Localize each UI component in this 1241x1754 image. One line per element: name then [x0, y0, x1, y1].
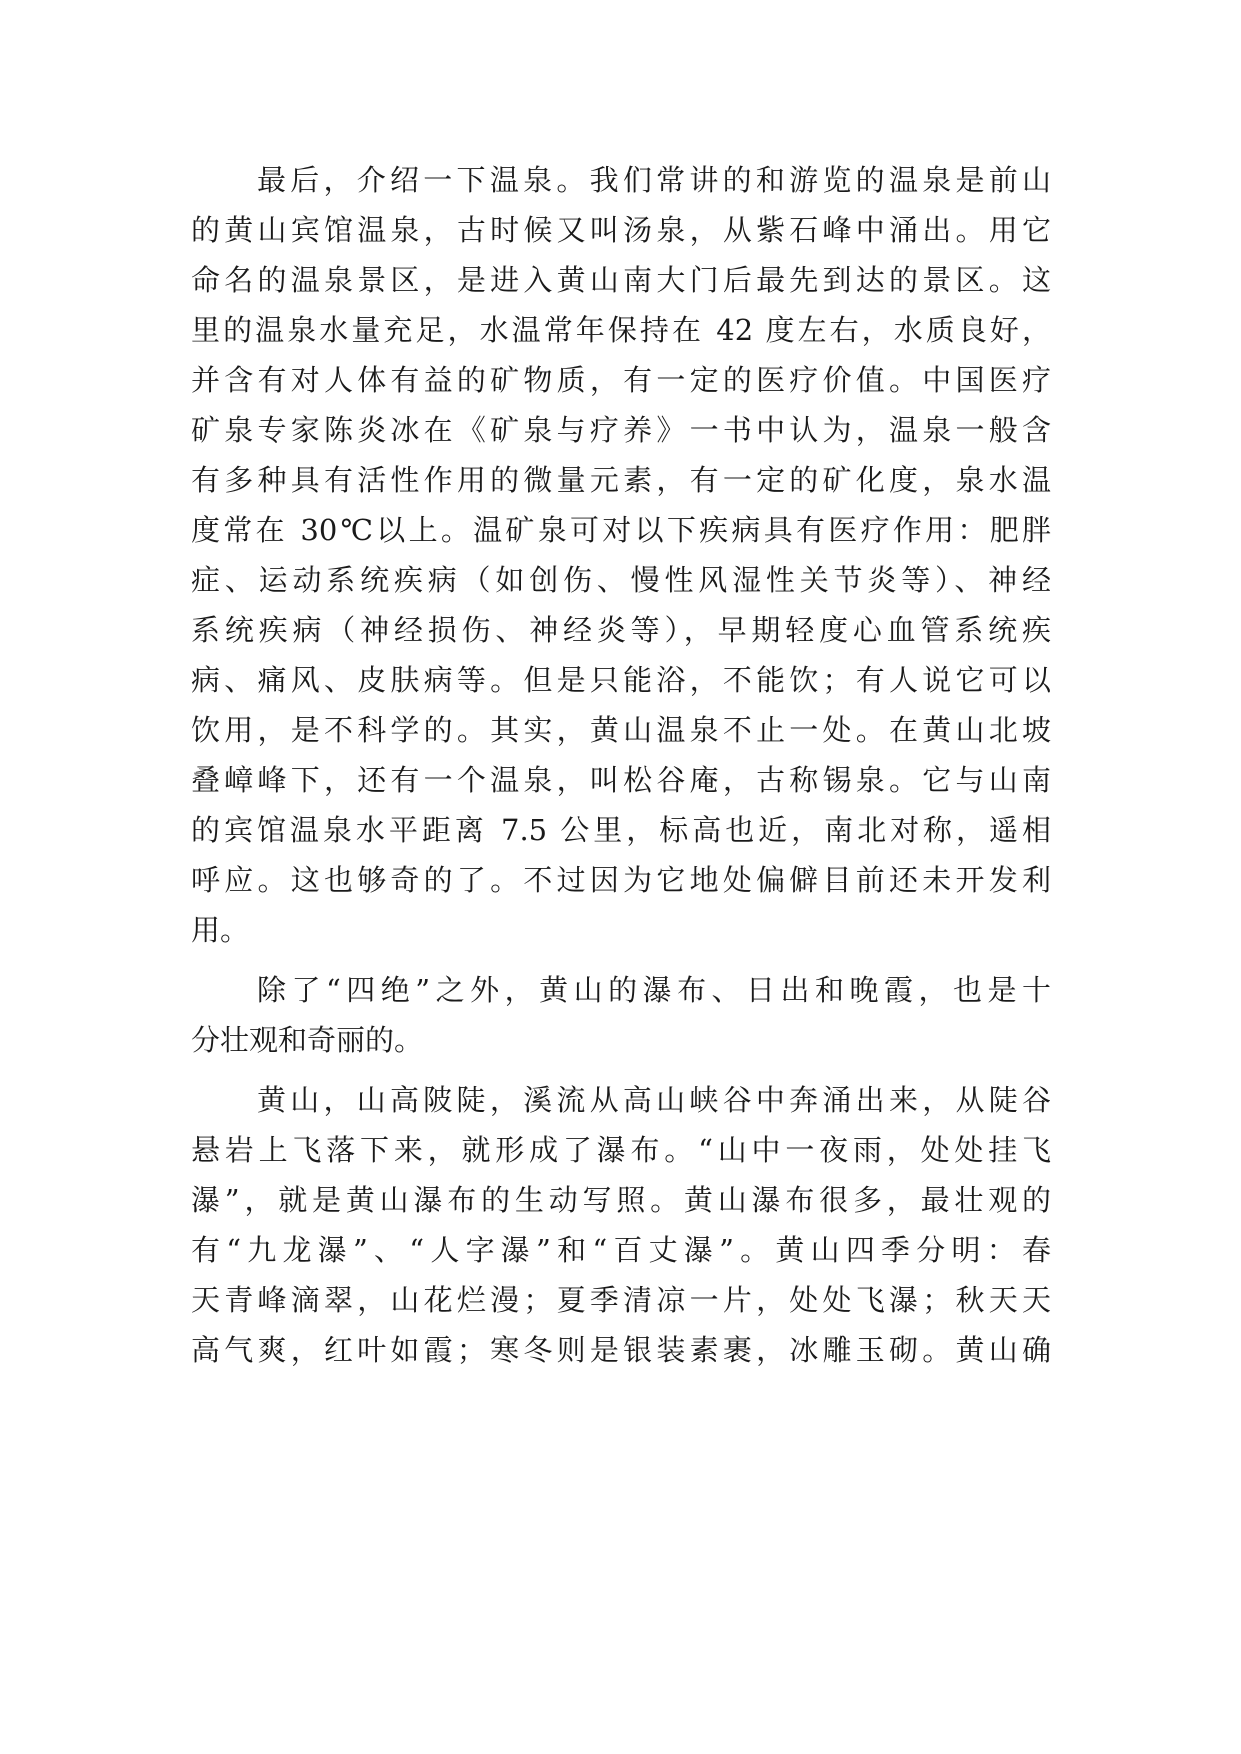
- text-line: 呼应。这也够奇的了。不过因为它地处偏僻目前还未开发利: [191, 863, 1051, 897]
- text-line: 用。: [191, 913, 250, 947]
- paragraph-gap: [191, 1065, 1051, 1075]
- document-body: [191, 155, 1051, 1375]
- text-line: 里的温泉水量充足，水温常年保持在 42 度左右，水质良好，: [191, 313, 1051, 347]
- text-line: 高气爽，红叶如霞；寒冬则是银装素裹，冰雕玉砌。黄山确: [191, 1333, 1051, 1367]
- text-line: 黄山，山高陂陡，溪流从高山峡谷中奔涌出来，从陡谷: [257, 1083, 1051, 1117]
- paragraph-four-wonders: [191, 965, 1051, 1065]
- text-line: 叠嶂峰下，还有一个温泉，叫松谷庵，古称锡泉。它与山南: [191, 763, 1051, 797]
- text-line: 有多种具有活性作用的微量元素，有一定的矿化度，泉水温: [191, 463, 1051, 497]
- text-line: 的宾馆温泉水平距离 7.5 公里，标高也近，南北对称，遥相: [191, 813, 1051, 847]
- paragraph-gap: [191, 955, 1051, 965]
- text-line: 度常在 30℃以上。温矿泉可对以下疾病具有医疗作用：肥胖: [191, 513, 1051, 547]
- text-line: 的黄山宾馆温泉，古时候又叫汤泉，从紫石峰中涌出。用它: [191, 213, 1051, 247]
- text-line: 病、痛风、皮肤病等。但是只能浴，不能饮；有人说它可以: [191, 663, 1051, 697]
- text-line: 最后，介绍一下温泉。我们常讲的和游览的温泉是前山: [257, 163, 1051, 197]
- paragraph-waterfalls: [191, 1075, 1051, 1375]
- text-line: 命名的温泉景区，是进入黄山南大门后最先到达的景区。这: [191, 263, 1051, 297]
- text-line: 症、运动系统疾病（如创伤、慢性风湿性关节炎等）、神经: [191, 563, 1051, 597]
- text-line: 并含有对人体有益的矿物质，有一定的医疗价值。中国医疗: [191, 363, 1051, 397]
- text-line: 除了“四绝”之外，黄山的瀑布、日出和晚霞，也是十: [257, 973, 1051, 1007]
- text-line: 饮用，是不科学的。其实，黄山温泉不止一处。在黄山北坡: [191, 713, 1051, 747]
- text-line: 瀑”，就是黄山瀑布的生动写照。黄山瀑布很多，最壮观的: [191, 1183, 1051, 1217]
- text-line: 有“九龙瀑”、“人字瀑”和“百丈瀑”。黄山四季分明：春: [191, 1233, 1051, 1267]
- text-line: 系统疾病（神经损伤、神经炎等），早期轻度心血管系统疾: [191, 613, 1051, 647]
- text-line: 悬岩上飞落下来，就形成了瀑布。“山中一夜雨，处处挂飞: [191, 1133, 1051, 1167]
- text-line: 分壮观和奇丽的。: [191, 1023, 424, 1057]
- paragraph-hot-spring: [191, 155, 1051, 955]
- text-line: 天青峰滴翠，山花烂漫；夏季清凉一片，处处飞瀑；秋天天: [191, 1283, 1051, 1317]
- text-line: 矿泉专家陈炎冰在《矿泉与疗养》一书中认为，温泉一般含: [191, 413, 1051, 447]
